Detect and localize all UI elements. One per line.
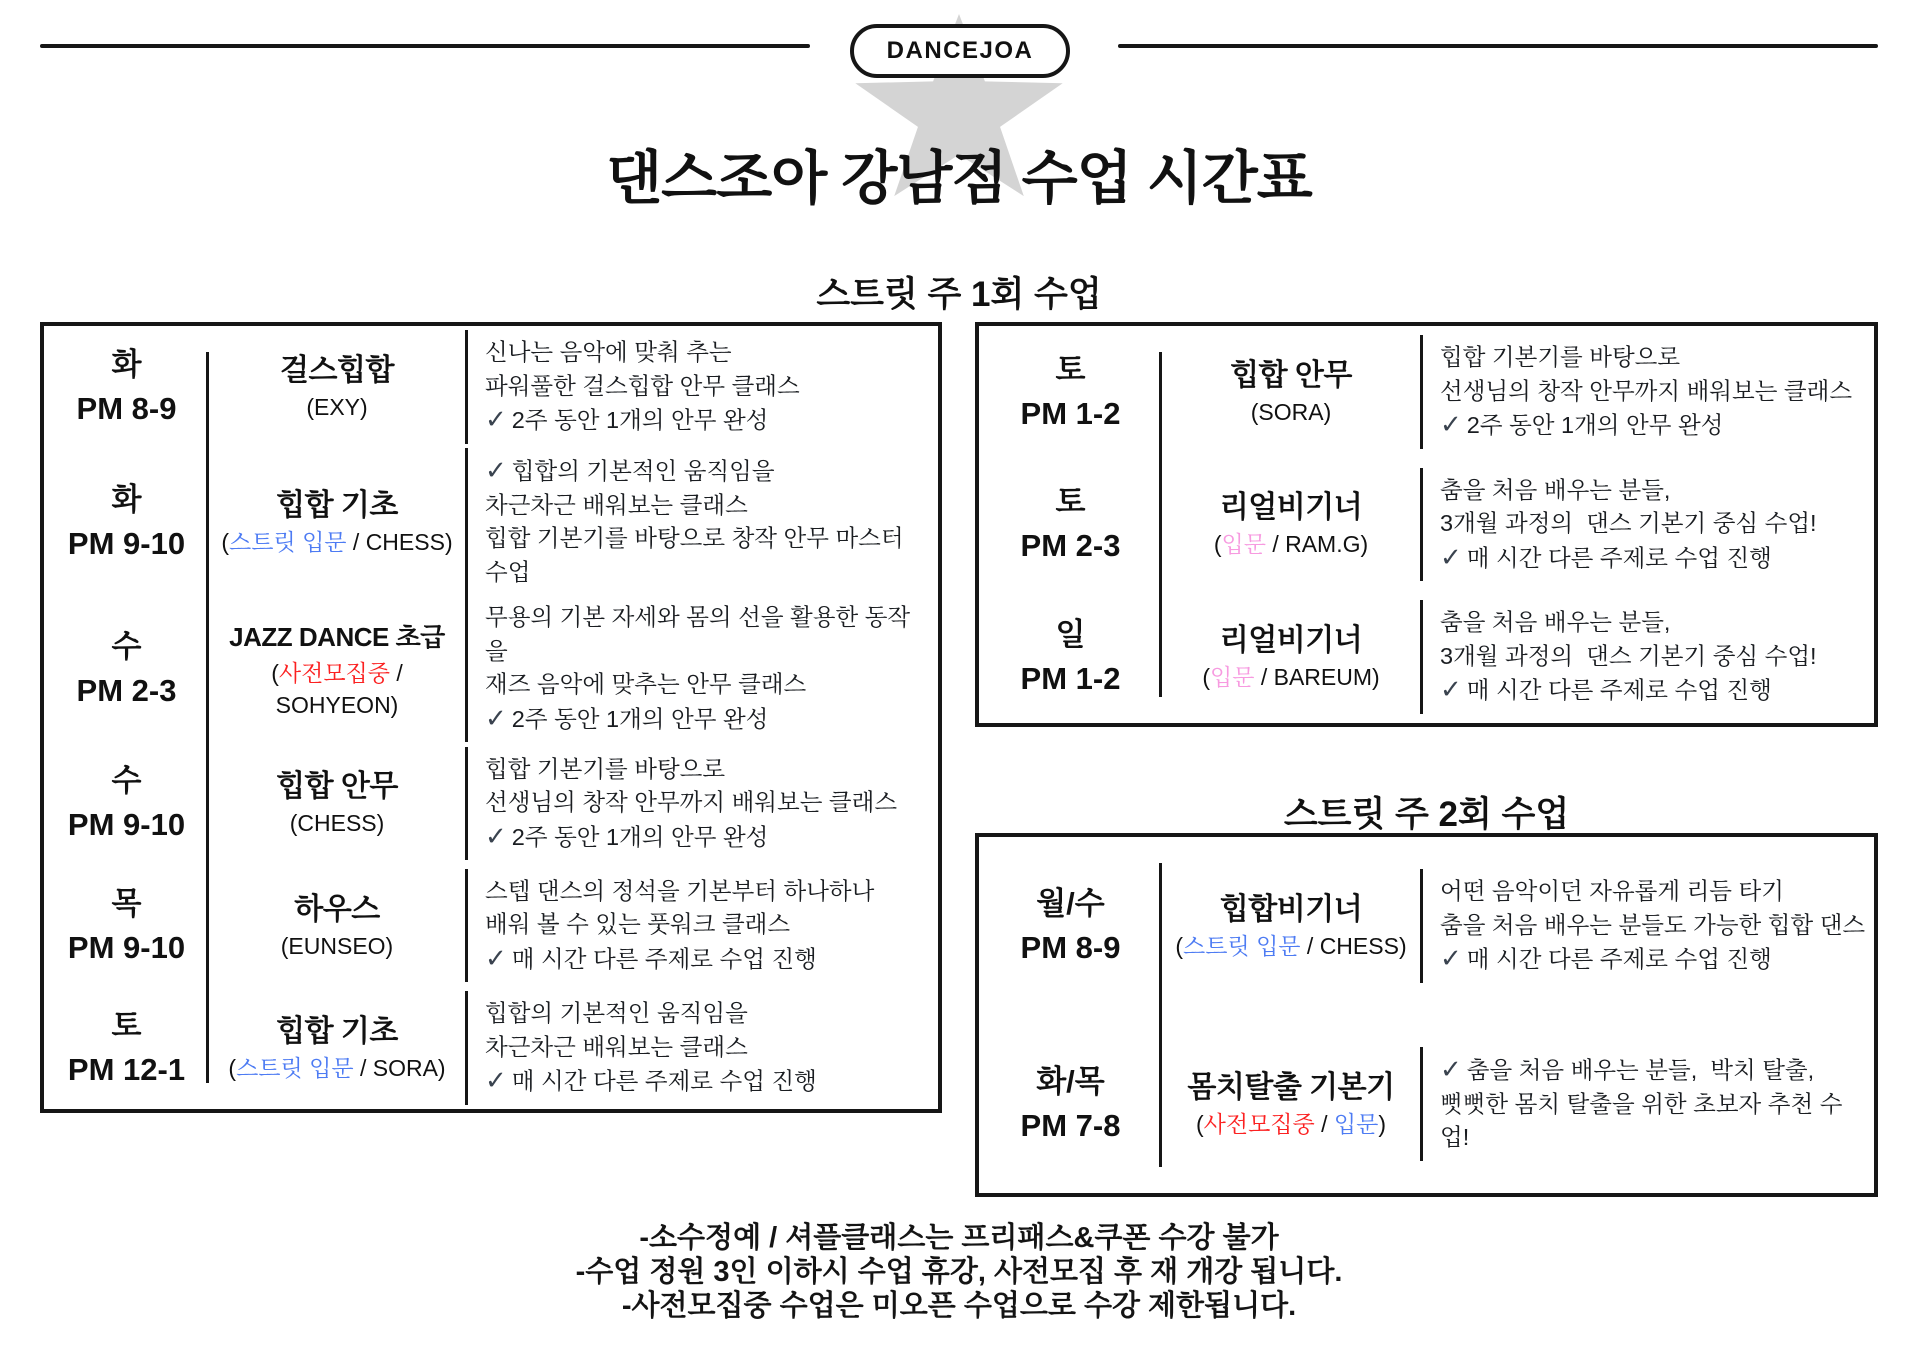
class-desc <box>1420 335 1858 449</box>
class-sub <box>209 1052 465 1084</box>
class-sub-part: ( <box>221 528 230 555</box>
table-row <box>979 591 1874 723</box>
class-name: 힙합 안무 <box>276 770 398 804</box>
class-sub-part: 사전모집중 <box>278 659 390 686</box>
class-desc <box>465 448 938 595</box>
class-desc-cell <box>465 747 938 861</box>
check-icon: ✓ <box>485 404 507 435</box>
class-sub <box>1162 930 1420 962</box>
class-name: 몸치탈출 기본기 <box>1187 1071 1395 1104</box>
class-name-cell <box>1162 890 1420 962</box>
check-icon: ✓ <box>1440 674 1462 705</box>
desc-line: ✓ 2주 동안 1개의 안무 완성 <box>485 820 769 851</box>
class-name: 힙합비기너 <box>1219 893 1363 926</box>
desc-line: 차근차근 배워보는 클래스 <box>485 491 748 518</box>
class-sub-part: ) <box>1378 1111 1387 1137</box>
table-row <box>44 448 938 595</box>
class-time: PM 1-2 <box>1020 396 1121 432</box>
desc-line: 선생님의 창작 안무까지 배워보는 클래스 <box>1440 377 1853 404</box>
desc-line: 재즈 음악에 맞추는 안무 클래스 <box>485 671 807 698</box>
desc-line: ✓ 2주 동안 1개의 안무 완성 <box>485 702 769 733</box>
class-day: 목 <box>111 885 142 921</box>
table-row <box>979 326 1874 458</box>
class-desc <box>1420 1047 1874 1161</box>
class-sub-part: / CHESS) <box>1300 933 1407 959</box>
class-sub-part: 입문 <box>1210 663 1255 690</box>
class-name-cell <box>1162 621 1420 693</box>
desc-line: ✓ 매 시간 다른 주제로 수업 진행 <box>485 1065 817 1096</box>
check-icon: ✓ <box>485 702 507 733</box>
check-icon: ✓ <box>485 820 507 851</box>
class-name: 걸스힙합 <box>280 354 394 388</box>
class-desc <box>1420 468 1823 582</box>
desc-line: 배워 볼 수 있는 풋워크 클래스 <box>485 911 791 938</box>
class-sub <box>1162 528 1420 560</box>
class-day: 토 <box>111 1007 142 1043</box>
class-desc-cell <box>1420 600 1874 714</box>
class-time-cell <box>979 348 1162 436</box>
desc-line: ✓ 2주 동안 1개의 안무 완성 <box>1440 409 1724 440</box>
desc-line: 3개월 과정의 댄스 기본기 중심 수업! <box>1440 510 1817 537</box>
section-1-heading: 스트릿 주 1회 수업 <box>816 275 1102 315</box>
class-time: PM 8-9 <box>76 391 177 427</box>
class-sub <box>209 930 465 962</box>
class-sub-part: (SORA) <box>1250 399 1332 426</box>
class-sub-part: ( <box>1202 663 1210 690</box>
class-sub-part: / BAREUM) <box>1254 663 1380 690</box>
class-name: 리얼비기너 <box>1219 623 1363 657</box>
desc-line: 춤을 처음 배우는 분들, <box>1440 609 1671 636</box>
footer-notes <box>40 1221 1878 1323</box>
table-row <box>44 742 938 864</box>
class-time: PM 2-3 <box>1020 528 1121 564</box>
class-day: 화 <box>111 481 142 517</box>
class-sub <box>209 526 465 558</box>
footer-note: -소수정예 / 셔플클래스는 프리패스&쿠폰 수강 불가 <box>639 1222 1279 1254</box>
schedule-table-weekly1-left <box>40 322 942 1113</box>
class-name-cell <box>1162 488 1420 560</box>
check-icon: ✓ <box>1440 1054 1462 1085</box>
class-time: PM 9-10 <box>67 525 186 561</box>
desc-line: 파워풀한 걸스힙합 안무 클래스 <box>485 372 800 399</box>
footer-note: -사전모집중 수업은 미오픈 수업으로 수강 제한됩니다. <box>621 1290 1297 1322</box>
desc-line: 선생님의 창작 안무까지 배워보는 클래스 <box>485 789 898 816</box>
class-time-cell <box>44 759 209 847</box>
desc-line: ✓ 춤을 처음 배우는 분들, 박치 탈출, <box>1440 1054 1815 1085</box>
class-time: PM 9-10 <box>67 929 186 965</box>
class-time-cell <box>44 343 209 431</box>
class-day: 토 <box>1055 484 1086 520</box>
class-desc <box>1420 600 1823 714</box>
class-desc-cell <box>465 869 938 983</box>
column-divider <box>1159 352 1162 697</box>
class-name: JAZZ DANCE 초급 <box>229 621 445 652</box>
class-desc <box>465 330 806 444</box>
class-desc <box>465 595 938 742</box>
header-rule-right <box>1118 44 1878 48</box>
check-icon: ✓ <box>1440 409 1462 440</box>
class-time: PM 8-9 <box>1020 930 1121 965</box>
class-day: 토 <box>1055 352 1086 388</box>
desc-line: 뻣뻣한 몸치 탈출을 위한 초보자 추천 수업! <box>1440 1090 1843 1151</box>
class-day: 일 <box>1055 616 1086 652</box>
desc-line: 춤을 처음 배우는 분들, <box>1440 476 1671 503</box>
page-title: 댄스조아 강남점 수업 시간표 <box>606 145 1312 211</box>
section-2-heading: 스트릿 주 2회 수업 <box>1283 795 1570 835</box>
class-sub <box>1162 396 1420 428</box>
class-sub-part: / CHESS) <box>346 528 453 555</box>
class-day: 수 <box>111 628 142 664</box>
class-time-cell <box>979 613 1162 701</box>
class-sub-part: 입문 <box>1221 531 1266 558</box>
class-day: 화 <box>111 347 142 383</box>
class-name-cell <box>1162 1068 1420 1140</box>
class-name-cell <box>209 890 465 962</box>
class-desc <box>1420 869 1871 983</box>
class-name: 힙합 기초 <box>276 1014 398 1048</box>
class-sub-part: (EUNSEO) <box>280 932 394 959</box>
class-sub-part: ( <box>1195 1111 1204 1137</box>
class-sub-part: ( <box>271 659 279 686</box>
class-time-cell <box>44 1004 209 1092</box>
class-sub <box>209 391 465 423</box>
class-time-cell <box>979 1060 1162 1148</box>
desc-line: 무용의 기본 자세와 몸의 선을 활용한 동작을 <box>485 604 911 664</box>
desc-line: 힙합 기본기를 바탕으로 창작 안무 마스터 수업 <box>485 525 911 585</box>
class-time: PM 7-8 <box>1020 1108 1121 1143</box>
class-desc-cell <box>1420 869 1874 983</box>
class-desc <box>465 991 823 1105</box>
class-desc-cell <box>465 330 938 444</box>
class-time-cell <box>44 478 209 566</box>
class-sub-part: ( <box>1175 933 1184 959</box>
class-desc-cell <box>1420 1047 1874 1161</box>
class-sub-part: 스트릿 입문 <box>236 1054 354 1081</box>
class-sub <box>1162 1108 1420 1140</box>
class-name-cell <box>209 486 465 558</box>
class-desc-cell <box>465 448 938 595</box>
desc-line: 힙합 기본기를 바탕으로 <box>1440 344 1681 371</box>
schedule-table-weekly2 <box>975 833 1878 1197</box>
desc-line: 춤을 처음 배우는 분들도 가능한 힙합 댄스 <box>1440 911 1866 938</box>
class-sub-part: 스트릿 입문 <box>229 528 347 555</box>
desc-line: ✓ 매 시간 다른 주제로 수업 진행 <box>1440 943 1772 974</box>
class-day: 월/수 <box>1036 886 1105 921</box>
class-time-cell <box>44 882 209 970</box>
table-row <box>44 987 938 1109</box>
class-time: PM 12-1 <box>67 1051 186 1087</box>
class-sub-part: / <box>1314 1111 1334 1137</box>
schedule-table-weekly1-right <box>975 322 1878 727</box>
class-sub-part: / SORA) <box>353 1054 446 1081</box>
brand-badge <box>850 24 1070 78</box>
table-row <box>979 837 1874 1015</box>
class-desc-cell <box>1420 335 1874 449</box>
table-row <box>44 326 938 448</box>
class-name-cell <box>209 1012 465 1084</box>
brand-badge-label: DANCEJOA <box>886 37 1034 64</box>
class-name: 힙합 안무 <box>1230 359 1352 393</box>
table-row <box>979 458 1874 590</box>
column-divider <box>206 352 209 1083</box>
class-sub-part: ( <box>1213 531 1222 558</box>
desc-line: 어떤 음악이던 자유롭게 리듬 타기 <box>1440 878 1784 905</box>
class-sub-part: (EXY) <box>306 394 368 421</box>
class-name-cell <box>209 351 465 423</box>
desc-line: 힙합의 기본적인 움직임을 <box>485 1000 748 1027</box>
table-row <box>44 595 938 742</box>
class-name-cell <box>1162 356 1420 428</box>
class-desc-cell <box>465 991 938 1105</box>
class-name: 리얼비기너 <box>1219 491 1363 525</box>
desc-line: ✓ 매 시간 다른 주제로 수업 진행 <box>1440 541 1772 572</box>
desc-line: 힙합 기본기를 바탕으로 <box>485 755 726 782</box>
footer-note: -수업 정원 3인 이하시 수업 휴강, 사전모집 후 재 개강 됩니다. <box>575 1256 1343 1288</box>
class-desc-cell <box>465 595 938 742</box>
check-icon: ✓ <box>485 942 507 973</box>
class-sub-part: / RAM.G) <box>1265 531 1369 558</box>
header-rule-left <box>40 44 810 48</box>
check-icon: ✓ <box>1440 943 1462 974</box>
table-row <box>979 1015 1874 1193</box>
class-time-cell <box>979 480 1162 568</box>
class-day: 화/목 <box>1036 1064 1105 1099</box>
class-sub-part: ( <box>228 1054 237 1081</box>
table-row <box>44 865 938 987</box>
column-divider <box>1159 863 1162 1167</box>
class-name: 하우스 <box>294 892 380 926</box>
class-time: PM 1-2 <box>1020 660 1121 696</box>
check-icon: ✓ <box>485 1065 507 1096</box>
desc-line: ✓ 매 시간 다른 주제로 수업 진행 <box>485 942 817 973</box>
class-day: 수 <box>111 763 142 799</box>
class-sub-part: / SOHYEON) <box>275 659 403 718</box>
class-time-cell <box>979 882 1162 970</box>
class-sub <box>209 807 465 839</box>
class-sub <box>209 657 465 721</box>
class-sub <box>1162 661 1420 693</box>
class-sub-part: 사전모집중 <box>1203 1111 1315 1137</box>
class-desc <box>465 747 903 861</box>
class-desc <box>465 869 880 983</box>
desc-line: 스텝 댄스의 정석을 기본부터 하나하나 <box>485 877 875 904</box>
check-icon: ✓ <box>485 455 507 486</box>
desc-line: 3개월 과정의 댄스 기본기 중심 수업! <box>1440 642 1817 669</box>
class-name-cell <box>209 767 465 839</box>
desc-line: 신나는 음악에 맞춰 추는 <box>485 339 732 366</box>
class-time-cell <box>44 625 209 713</box>
desc-line: ✓ 힙합의 기본적인 움직임을 <box>485 455 775 486</box>
class-sub-part: 입문 <box>1333 1111 1379 1137</box>
class-name: 힙합 기초 <box>276 488 398 522</box>
class-time: PM 2-3 <box>76 672 177 708</box>
class-desc-cell <box>1420 468 1874 582</box>
check-icon: ✓ <box>1440 541 1462 572</box>
class-name-cell <box>209 617 465 721</box>
class-sub-part: 스트릿 입문 <box>1183 933 1301 959</box>
class-time: PM 9-10 <box>67 807 186 843</box>
desc-line: 차근차근 배워보는 클래스 <box>485 1033 748 1060</box>
class-sub-part: (CHESS) <box>289 810 385 837</box>
desc-line: ✓ 매 시간 다른 주제로 수업 진행 <box>1440 674 1772 705</box>
desc-line: ✓ 2주 동안 1개의 안무 완성 <box>485 404 769 435</box>
